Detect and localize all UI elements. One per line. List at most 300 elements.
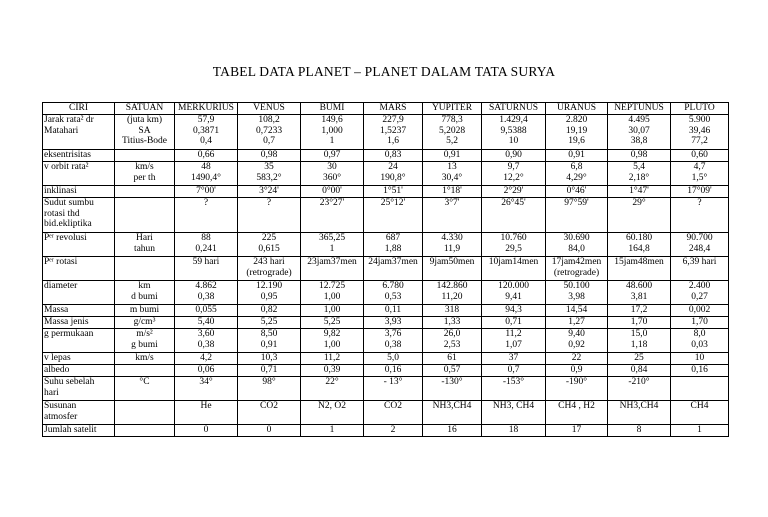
cell-line: 9jam50men [429, 257, 475, 267]
cell-line: 3°7' [444, 198, 460, 208]
table-cell [364, 281, 423, 305]
table-cell [423, 425, 482, 437]
cell-line: CO2 [384, 401, 402, 411]
table-cell [364, 186, 423, 198]
cell-line: 24jam37men [368, 257, 418, 267]
cell-line: 17,2 [630, 305, 648, 315]
column-header: YUPITER [423, 103, 482, 115]
cell-line: m/s² [136, 329, 153, 339]
table-cell [301, 233, 364, 257]
cell-line: 50.100 [563, 281, 590, 291]
table-cell [115, 353, 175, 365]
table-cell [364, 198, 423, 233]
table-cell [175, 281, 238, 305]
cell-line: CH4 , H2 [558, 401, 595, 411]
cell-line: per th [133, 172, 156, 183]
table-body [43, 115, 729, 437]
cell-line: 108,2 [258, 115, 280, 125]
cell-line: 8 [636, 425, 642, 435]
cell-line: 30,07 [628, 125, 650, 136]
cell-line: 4.330 [441, 233, 463, 243]
table-cell [423, 257, 482, 281]
cell-line: 19,19 [565, 125, 588, 136]
table-cell [671, 186, 729, 198]
table-cell [423, 186, 482, 198]
table-cell [671, 353, 729, 365]
cell-line: 190,8° [380, 172, 406, 183]
cell-line: 0°46' [566, 186, 587, 196]
cell-line: (retrograde) [553, 267, 600, 278]
table-cell [608, 150, 671, 162]
cell-line: 6,39 hari [682, 257, 717, 267]
cell-line: N2, O2 [318, 401, 346, 411]
cell-line: 0,002 [688, 305, 711, 315]
cell-line: 4,29° [566, 172, 587, 183]
cell-line: 11,2 [505, 329, 522, 339]
table-cell [238, 365, 301, 377]
cell-line: 0,615 [258, 243, 280, 254]
cell-line: albedo [44, 365, 70, 375]
cell-line: 0,84 [630, 365, 648, 375]
table-cell [423, 365, 482, 377]
cell-line: 0,95 [260, 291, 278, 302]
cell-line: 1,70 [630, 317, 648, 327]
cell-line: 0,9 [570, 365, 583, 375]
cell-line: 59 hari [192, 257, 220, 267]
table-cell [175, 377, 238, 401]
cell-line: Matahari [44, 125, 79, 136]
cell-line: -153° [502, 377, 525, 387]
cell-line: Jarak rata² dr [44, 115, 94, 125]
table-cell [546, 353, 608, 365]
cell-line: 0,83 [384, 150, 402, 160]
cell-line: 11,2 [323, 353, 341, 363]
cell-line: 14,54 [565, 305, 588, 315]
table-cell [423, 377, 482, 401]
cell-line: 23jam37men [307, 257, 357, 267]
table-cell [238, 329, 301, 353]
cell-line: 1,6 [387, 136, 399, 146]
table-cell [301, 329, 364, 353]
cell-line: 0,055 [195, 305, 217, 315]
cell-line: 9,41 [505, 291, 522, 302]
table-cell [671, 281, 729, 305]
cell-line: 26,0 [443, 329, 461, 339]
table-cell [608, 305, 671, 317]
cell-line: 0,11 [384, 305, 402, 315]
cell-line: 26°45' [501, 198, 526, 208]
table-cell [671, 305, 729, 317]
cell-line: 318 [444, 305, 460, 315]
cell-line: 0,7233 [255, 125, 283, 136]
table-cell [115, 377, 175, 401]
table-cell [608, 198, 671, 233]
cell-line: -130° [441, 377, 463, 387]
row-label-cell [43, 162, 115, 186]
cell-line: 1,88 [384, 243, 402, 254]
cell-line: 0,7 [507, 365, 520, 375]
table-row [43, 233, 729, 257]
page-title: TABEL DATA PLANET – PLANET DALAM TATA SURYA [212, 64, 556, 79]
cell-line: km/s [135, 162, 154, 172]
cell-line: 164,8 [628, 243, 650, 254]
table-cell [546, 115, 608, 150]
table-cell [482, 425, 546, 437]
cell-line: CH4 [690, 401, 709, 411]
table-cell [364, 115, 423, 150]
cell-line: 1,00 [323, 305, 341, 315]
table-cell [482, 377, 546, 401]
cell-line: 22 [571, 353, 582, 363]
table-cell [301, 186, 364, 198]
cell-line: 3,93 [384, 317, 402, 327]
column-header: MERKURIUS [175, 103, 238, 115]
cell-line: 1,00 [323, 291, 341, 302]
column-header: PLUTO [671, 103, 729, 115]
table-row [43, 198, 729, 233]
cell-line: 0,66 [197, 150, 215, 160]
cell-line: 0,06 [197, 365, 215, 375]
cell-line: 248,4 [688, 243, 711, 254]
row-label-cell [43, 353, 115, 365]
table-cell [175, 329, 238, 353]
cell-line: 0,39 [323, 365, 341, 375]
cell-line: 1490,4° [191, 172, 221, 183]
cell-line: ? [266, 198, 272, 208]
table-cell [482, 401, 546, 425]
table-cell [115, 329, 175, 353]
cell-line: 687 [385, 233, 401, 243]
table-row [43, 377, 729, 401]
table-cell [364, 305, 423, 317]
cell-line: 120.000 [498, 281, 529, 291]
table-cell [546, 233, 608, 257]
table-cell [238, 281, 301, 305]
table-cell [608, 162, 671, 186]
table-cell [364, 401, 423, 425]
cell-line: 84,0 [568, 243, 585, 254]
cell-line: -190° [565, 377, 588, 387]
cell-line: 90.700 [686, 233, 713, 243]
table-cell [364, 353, 423, 365]
table-cell [115, 186, 175, 198]
row-label-cell [43, 425, 115, 437]
cell-line: Massa [44, 305, 69, 315]
cell-line: 0,98 [630, 150, 648, 160]
cell-line: 0,38 [197, 339, 215, 350]
cell-line: 12.190 [255, 281, 283, 291]
table-cell [301, 353, 364, 365]
table-cell [482, 257, 546, 281]
cell-line: d bumi [131, 291, 158, 302]
table-cell [546, 425, 608, 437]
cell-line: -210° [628, 377, 650, 387]
cell-line: Massa jenis [44, 317, 89, 327]
table-cell [238, 150, 301, 162]
table-cell [364, 377, 423, 401]
cell-line: 10 [694, 353, 705, 363]
cell-line: 1 [329, 136, 335, 146]
cell-line: 10,3 [260, 353, 278, 363]
cell-line: 0,16 [691, 365, 708, 375]
table-row [43, 257, 729, 281]
cell-line: 9,7 [507, 162, 520, 172]
cell-line: 10 [508, 136, 519, 146]
cell-line: NH3,CH4 [432, 401, 472, 411]
table-cell [301, 305, 364, 317]
column-header: NEPTUNUS [608, 103, 671, 115]
table-cell [238, 186, 301, 198]
column-header: SATURNUS [482, 103, 546, 115]
table-cell [115, 365, 175, 377]
cell-line: 60.180 [625, 233, 653, 243]
cell-line: Pᵉʳ rotasi [44, 257, 78, 267]
table-cell [364, 317, 423, 329]
cell-line: 2°29' [503, 186, 524, 196]
row-label-cell [43, 281, 115, 305]
cell-line: 0,91 [260, 339, 278, 350]
cell-line: 3,76 [384, 329, 402, 339]
cell-line: 38,8 [630, 136, 648, 146]
cell-line: 225 [261, 233, 277, 243]
cell-line: 11,9 [443, 243, 461, 254]
table-cell [423, 317, 482, 329]
table-cell [115, 317, 175, 329]
cell-line: 25°12' [380, 198, 406, 208]
cell-line: 1,5° [691, 172, 708, 183]
cell-line: 19,6 [568, 136, 585, 146]
cell-line: 0,82 [260, 305, 278, 315]
cell-line: 12,2° [503, 172, 524, 183]
table-cell [175, 198, 238, 233]
cell-line: 0,27 [691, 291, 708, 302]
table-cell [115, 281, 175, 305]
cell-line: 18 [508, 425, 519, 435]
table-cell [546, 150, 608, 162]
cell-line: 29° [632, 198, 646, 208]
cell-line: Susunan [44, 401, 77, 411]
cell-line: 1,07 [505, 339, 522, 350]
cell-line: 2.400 [688, 281, 711, 291]
table-cell [364, 365, 423, 377]
table-row [43, 401, 729, 425]
cell-line: 0,4 [200, 136, 212, 146]
table-cell [546, 401, 608, 425]
table-cell [423, 281, 482, 305]
cell-line: 149,6 [321, 115, 343, 125]
cell-line: 227,9 [382, 115, 404, 125]
table-cell [175, 365, 238, 377]
table-cell [482, 329, 546, 353]
cell-line: 0,91 [443, 150, 461, 160]
cell-line: 97°59' [564, 198, 589, 208]
cell-line: 6,8 [570, 162, 583, 172]
cell-line: 10.760 [500, 233, 527, 243]
table-cell [546, 305, 608, 317]
table-cell [115, 425, 175, 437]
cell-line: 15jam48men [614, 257, 664, 267]
column-header: VENUS [238, 103, 301, 115]
cell-line: 0,16 [384, 365, 402, 375]
table-cell [238, 353, 301, 365]
cell-line: 0,3871 [192, 125, 220, 136]
table-cell [546, 198, 608, 233]
cell-line: v lepas [44, 353, 71, 363]
table-cell [175, 233, 238, 257]
table-cell [482, 198, 546, 233]
table-cell [482, 317, 546, 329]
cell-line: 0,38 [197, 291, 215, 302]
cell-line: 1.429,4 [499, 115, 528, 125]
table-cell [671, 425, 729, 437]
table-cell [671, 317, 729, 329]
cell-line: 0,71 [260, 365, 278, 375]
cell-line: - 13° [383, 377, 403, 387]
table-row [43, 317, 729, 329]
cell-line: SA [138, 125, 151, 136]
cell-line: 778,3 [441, 115, 463, 125]
table-cell [364, 233, 423, 257]
cell-line: 2,18° [628, 172, 650, 183]
cell-line: 0,90 [505, 150, 522, 160]
table-row [43, 329, 729, 353]
cell-line: Pᵉʳ revolusi [44, 233, 87, 243]
table-cell [115, 198, 175, 233]
table-cell [671, 115, 729, 150]
table-cell [115, 233, 175, 257]
cell-line: 1,00 [323, 339, 341, 350]
table-cell [671, 233, 729, 257]
table-cell [423, 401, 482, 425]
cell-line: °C [139, 377, 150, 387]
table-cell [175, 186, 238, 198]
cell-line: g bumi [131, 339, 158, 350]
cell-line: hari [44, 387, 59, 398]
cell-line [116, 186, 173, 197]
cell-line: 17 [571, 425, 582, 435]
cell-line: eksentrisitas [44, 150, 91, 160]
table-cell [546, 281, 608, 305]
table-cell [115, 150, 175, 162]
cell-line: 61 [447, 353, 457, 363]
table-cell [301, 257, 364, 281]
cell-line: 583,2° [256, 172, 282, 183]
row-label-cell [43, 186, 115, 198]
table-cell [671, 162, 729, 186]
cell-line: 5,0 [387, 353, 399, 363]
cell-line: 0,97 [323, 150, 341, 160]
cell-line: g permukaan [44, 329, 94, 339]
cell-line: 34° [199, 377, 213, 387]
cell-line: 48.600 [625, 281, 653, 291]
cell-line: atmosfer [44, 411, 78, 422]
table-cell [238, 401, 301, 425]
table-cell [423, 115, 482, 150]
table-cell [423, 329, 482, 353]
cell-line: 360° [322, 172, 342, 183]
table-cell [608, 365, 671, 377]
table-cell [546, 257, 608, 281]
cell-line: 0,92 [568, 339, 585, 350]
cell-line: 16 [447, 425, 457, 435]
cell-line: m bumi [129, 305, 160, 315]
table-cell [482, 365, 546, 377]
table-cell [482, 233, 546, 257]
row-label-cell [43, 329, 115, 353]
table-cell [482, 162, 546, 186]
table-cell [482, 186, 546, 198]
column-header: SATUAN [115, 103, 175, 115]
cell-line: diameter [44, 281, 78, 291]
table-cell [238, 115, 301, 150]
cell-line: g/cm³ [133, 317, 156, 327]
cell-line: 0 [203, 425, 209, 435]
table-cell [238, 233, 301, 257]
cell-line: km/s [135, 353, 154, 363]
table-row [43, 150, 729, 162]
table-cell [238, 198, 301, 233]
cell-line: 12.725 [318, 281, 346, 291]
column-header: BUMI [301, 103, 364, 115]
table-cell [364, 257, 423, 281]
table-cell [175, 425, 238, 437]
cell-line: 5,25 [260, 317, 278, 327]
cell-line: Titius-Bode [121, 136, 168, 146]
cell-line: 1,27 [568, 317, 585, 327]
table-row [43, 425, 729, 437]
cell-line: 13 [447, 162, 457, 172]
cell-line: 0,38 [384, 339, 402, 350]
table-cell [364, 150, 423, 162]
planet-data-table [42, 102, 729, 437]
cell-line: km [138, 281, 151, 291]
cell-line: 1 [329, 243, 335, 254]
cell-line: 10jam14men [488, 257, 539, 267]
table-cell [608, 317, 671, 329]
table-cell [175, 115, 238, 150]
cell-line [116, 365, 173, 376]
table-cell [546, 365, 608, 377]
cell-line: 25 [634, 353, 644, 363]
cell-line: rotasi thd [44, 208, 80, 219]
cell-line: 11,20 [441, 291, 463, 302]
cell-line: tahun [133, 243, 156, 254]
cell-line: CO2 [260, 401, 278, 411]
table-cell [671, 257, 729, 281]
cell-line: 0 [266, 425, 272, 435]
table-cell [608, 425, 671, 437]
table-cell [238, 377, 301, 401]
cell-line [116, 198, 173, 209]
cell-line: 8,0 [693, 329, 706, 339]
cell-line: 30.690 [563, 233, 590, 243]
table-row [43, 353, 729, 365]
row-label-cell [43, 401, 115, 425]
cell-line: 23°27' [319, 198, 345, 208]
table-cell [301, 115, 364, 150]
cell-line: 3,60 [197, 329, 215, 339]
cell-line: Sudut sumbu [44, 198, 94, 208]
cell-line: (retrograde) [246, 267, 292, 278]
table-cell [115, 162, 175, 186]
cell-line: 3°24' [259, 186, 279, 196]
table-cell [301, 150, 364, 162]
row-label-cell [43, 198, 115, 233]
cell-line: 0,241 [195, 243, 217, 254]
cell-line: 5,40 [197, 317, 215, 327]
cell-line: 7°00' [196, 186, 216, 196]
table-cell [175, 401, 238, 425]
